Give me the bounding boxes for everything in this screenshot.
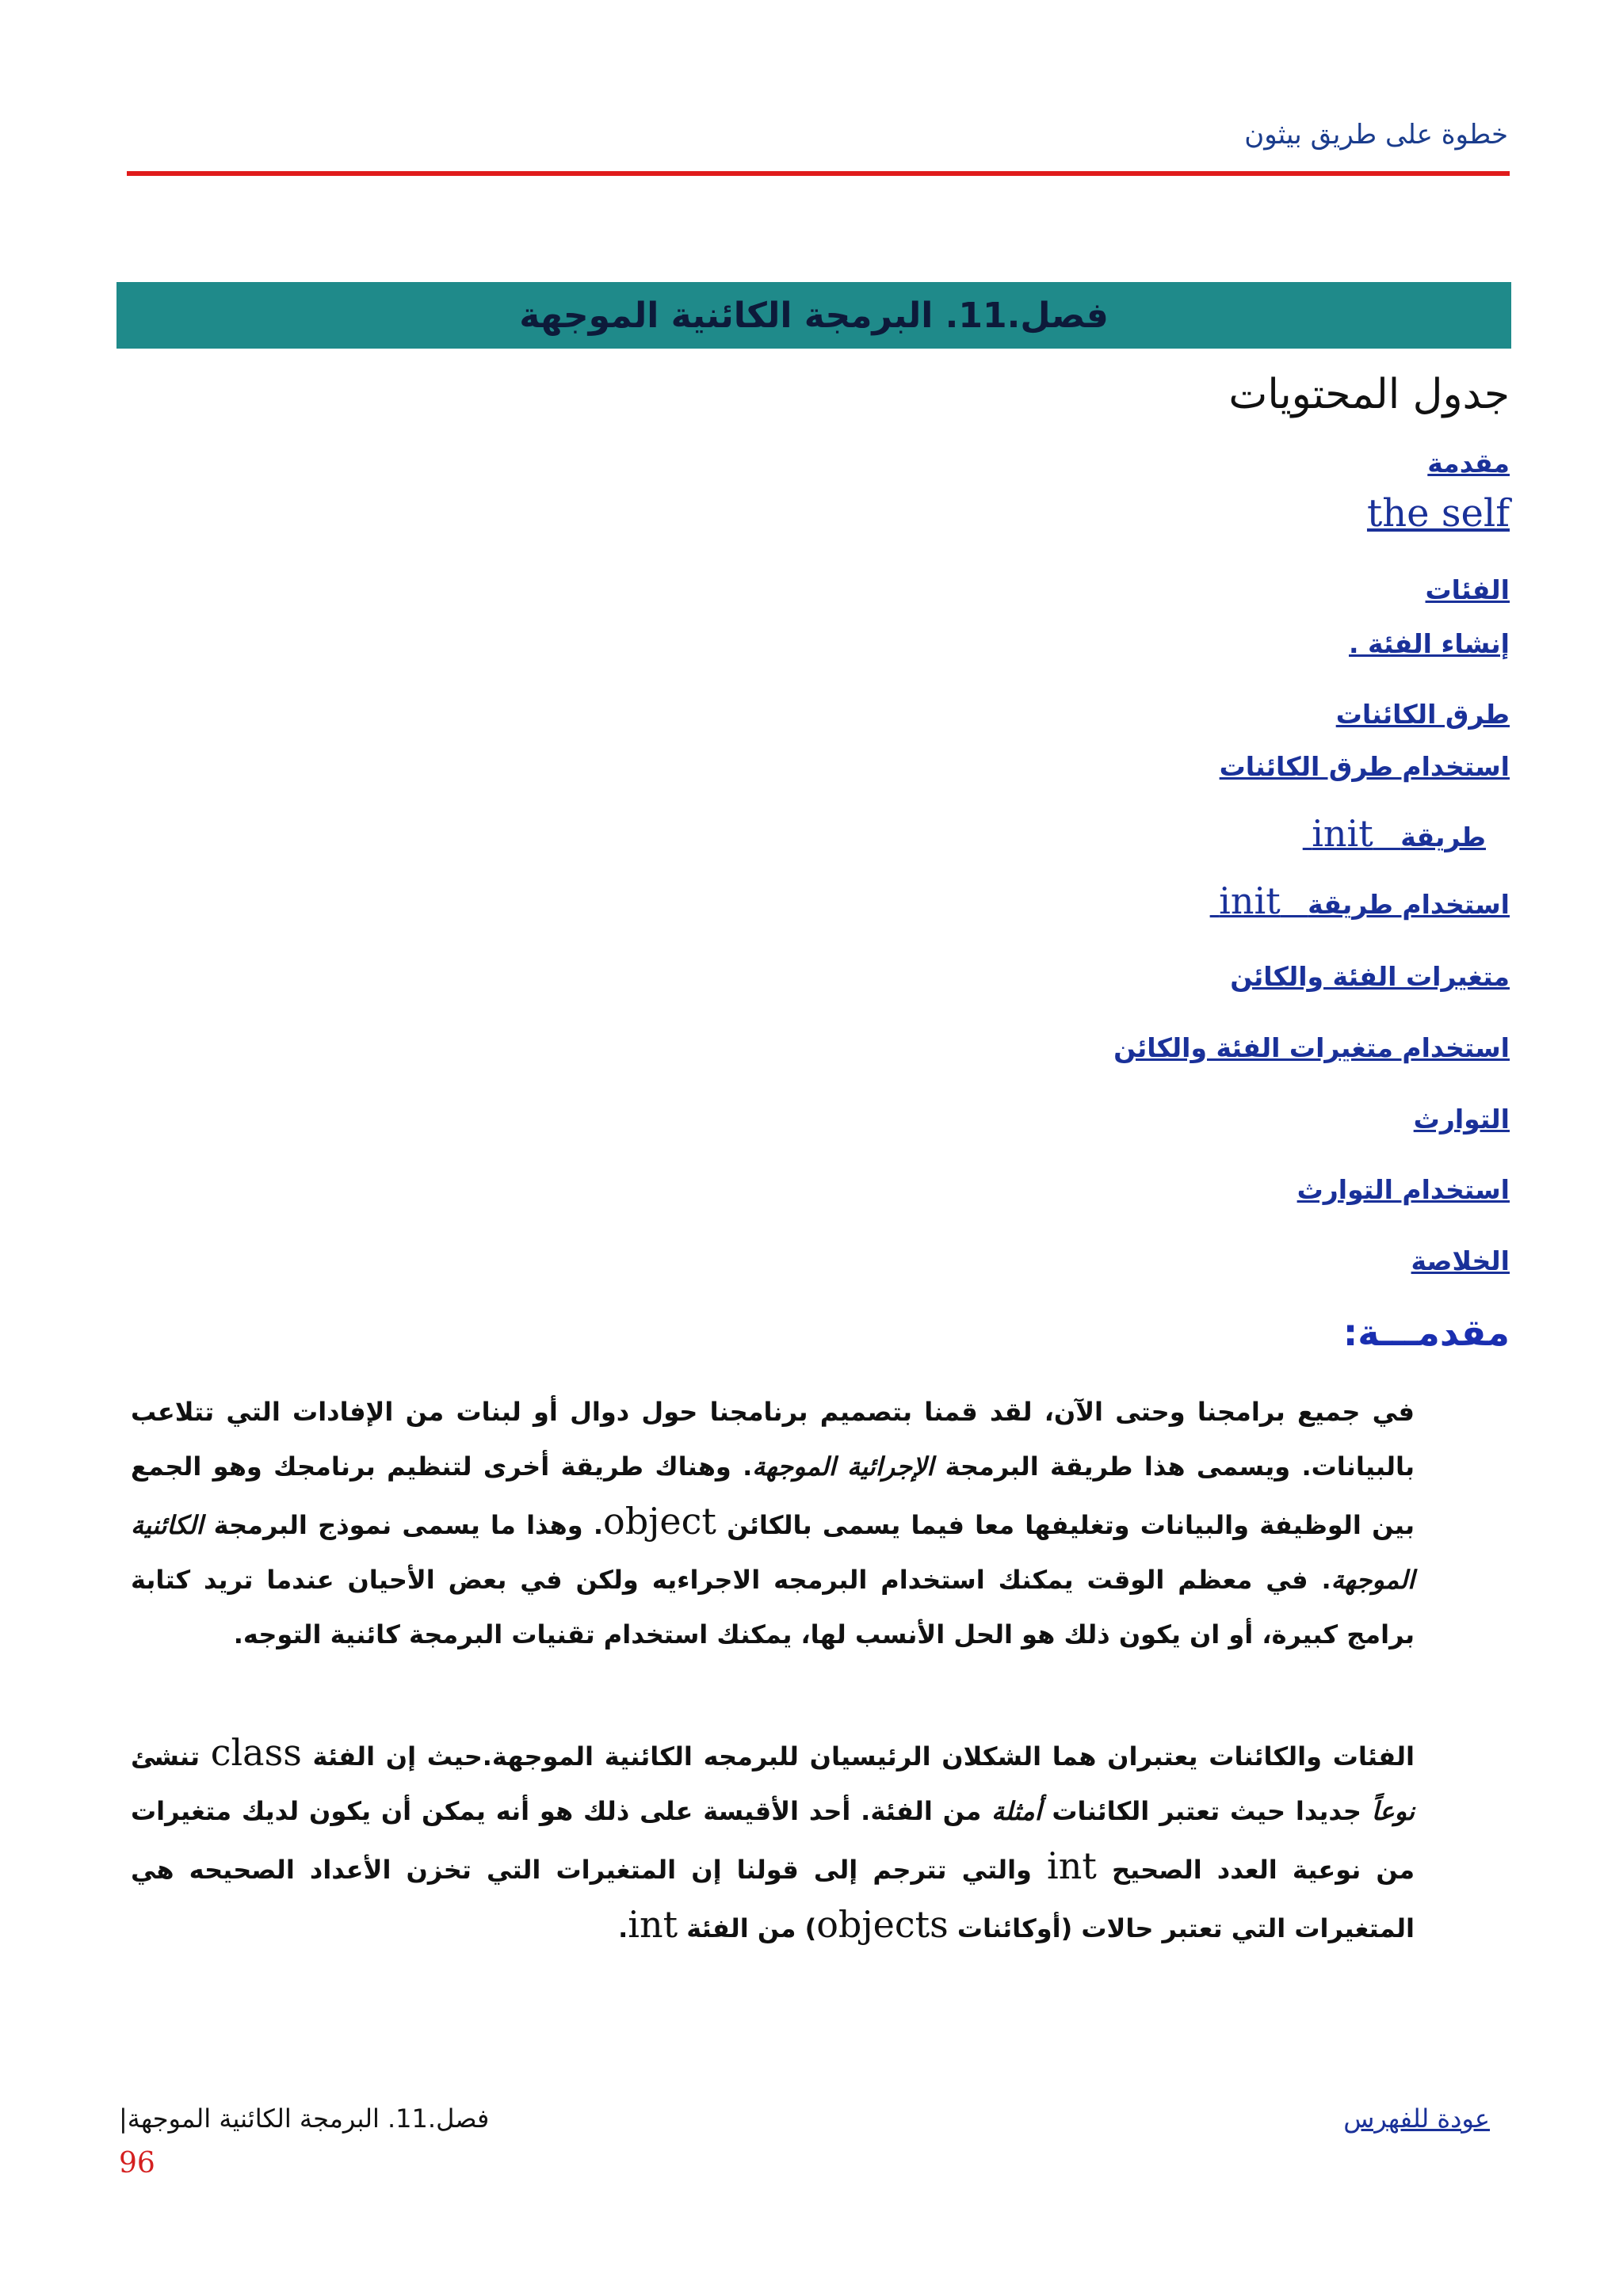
toc-link-using-object-methods[interactable]: استخدام طرق الكائنات <box>1219 751 1510 782</box>
header-divider <box>127 171 1510 176</box>
running-header: خطوة على طريق بيثون <box>1244 119 1508 151</box>
toc-link-summary[interactable]: الخلاصة <box>1411 1245 1510 1276</box>
toc-link-using-class-object-vars[interactable]: استخدام متغيرات الفئة والكائن <box>1113 1032 1510 1063</box>
toc-link-class-object-vars[interactable]: متغيرات الفئة والكائن <box>1230 961 1510 992</box>
toc-title: جدول المحتويات <box>1228 371 1510 418</box>
page-number: 96 <box>119 2147 155 2180</box>
toc-link-create-class[interactable]: إنشاء الفئة . <box>1349 628 1510 659</box>
chapter-title-bar <box>116 282 1511 349</box>
toc-link-object-methods[interactable]: طرق الكائنات <box>1335 699 1510 730</box>
intro-paragraph-1: في جميع برامجنا وحتى الآن، لقد قمنا بتصميم برنامجنا حول دوال أو لبنات من الإفادات التي تتلاعب بالبيانات. ويسمى هذا طريقة البرمجة الإجرائية الموجهة. وهناك طريقة أخرى لتنظيم برنامجك وهو الجمع بين الوظيفة والبيانات وتغليفها معا فيما يسمى بالكائن object. وهذا ما يسمى نموذج البرمجة الكائنية الموجهة. في معظم الوقت يمكنك استخدام البرمجه الاجراءيه ولكن في بعض الأحيان عندما تريد كتابة برامج كبيرة، أو ان يكون ذلك هو الحل الأنسب لها، يمكنك استخدام تقنيات البرمجة كائنية التوجه. <box>131 1397 1415 1650</box>
toc-link-the-self[interactable]: the self <box>1366 491 1510 536</box>
chapter-title: فصل.11. البرمجة الكائنية الموجهة <box>519 295 1109 336</box>
section-heading-intro: مقدمـــة: <box>1342 1311 1510 1354</box>
footer-chapter-label: فصل.11. البرمجة الكائنية الموجهة| <box>119 2103 490 2134</box>
intro-paragraph-2: الفئات والكائنات يعتبران هما الشكلان الرئيسيان للبرمجه الكائنية الموجهة.حيث إن الفئة class تنشئ نوعاً جديدا حيث تعتبر الكائنات أمثلة من الفئة. أحد الأقيسة على ذلك هو أنه يمكن أن يكون لديك متغيرات من نوعية العدد الصحيح int والتي تترجم إلى قولنا إن المتغيرات التي تخزن الأعداد الصحيحه هي المتغيرات التي تعتبر حالات (أوكائنات objects) من الفئة int. <box>131 1731 1415 1946</box>
toc-link-classes[interactable]: الفئات <box>1425 574 1510 605</box>
toc-link-intro[interactable]: مقدمة <box>1427 448 1510 479</box>
toc-link-using-inheritance[interactable]: استخدام التوارث <box>1296 1174 1510 1205</box>
toc-link-inheritance[interactable]: التوارث <box>1413 1104 1510 1135</box>
toc-link-init-method[interactable]: طريقة init <box>1312 812 1486 855</box>
back-to-index-link[interactable]: عودة للفهرس <box>1343 2103 1490 2134</box>
toc-link-using-init-method[interactable]: استخدام طريقة init <box>1219 879 1510 922</box>
